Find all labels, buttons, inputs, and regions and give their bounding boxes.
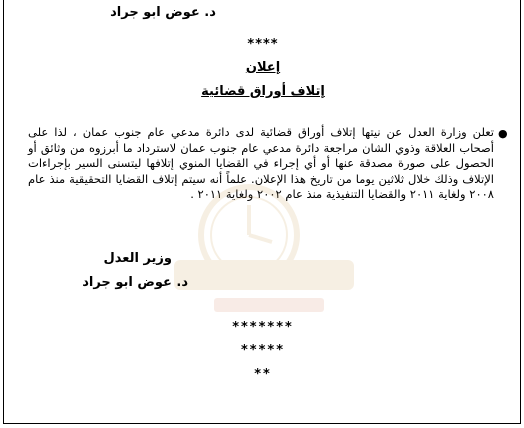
notice-body: تعلن وزارة العدل عن نيتها إتلاف أوراق قضائية لدى دائرة مدعي عام جنوب عمان ، لذا على أصحاب العلاقة وذوي الشان مراجعة دائرة مدعي عام جنوب عمان لاسترداد ما أبرزوه من وثائق أو الحصول على صورة مصدقة عنها أو أي إجراء في القضايا المنوي إتلافها ليتسنى السير بإجراءات الإتلاف وذلك خلال ثلاثين يوما من تاريخ هذا الإعلان. علماً أنه سيتم إتلاف القضايا التحقيقية منذ عام ٢٠٠٨ ولغاية ٢٠١١ والقضايا التنفيذية منذ عام ٢٠٠٢ ولغاية ٢٠١١ .: [28, 125, 494, 201]
header-signatory: د. عوض ابو جراد: [110, 5, 216, 20]
notice-title: إعلان: [245, 60, 281, 75]
signature-title: وزير العدل: [103, 251, 172, 266]
notice-subtitle: إتلاف أوراق قضائية: [201, 84, 325, 99]
separator-stars-top: ****: [247, 37, 279, 52]
bullet-icon: ●: [498, 127, 508, 140]
signature-name: د. عوض ابو جراد: [82, 275, 188, 290]
separator-stars-2: *****: [241, 343, 285, 358]
document-page: [3, 0, 521, 424]
separator-stars-1: *******: [232, 320, 294, 335]
separator-stars-3: **: [254, 367, 272, 382]
